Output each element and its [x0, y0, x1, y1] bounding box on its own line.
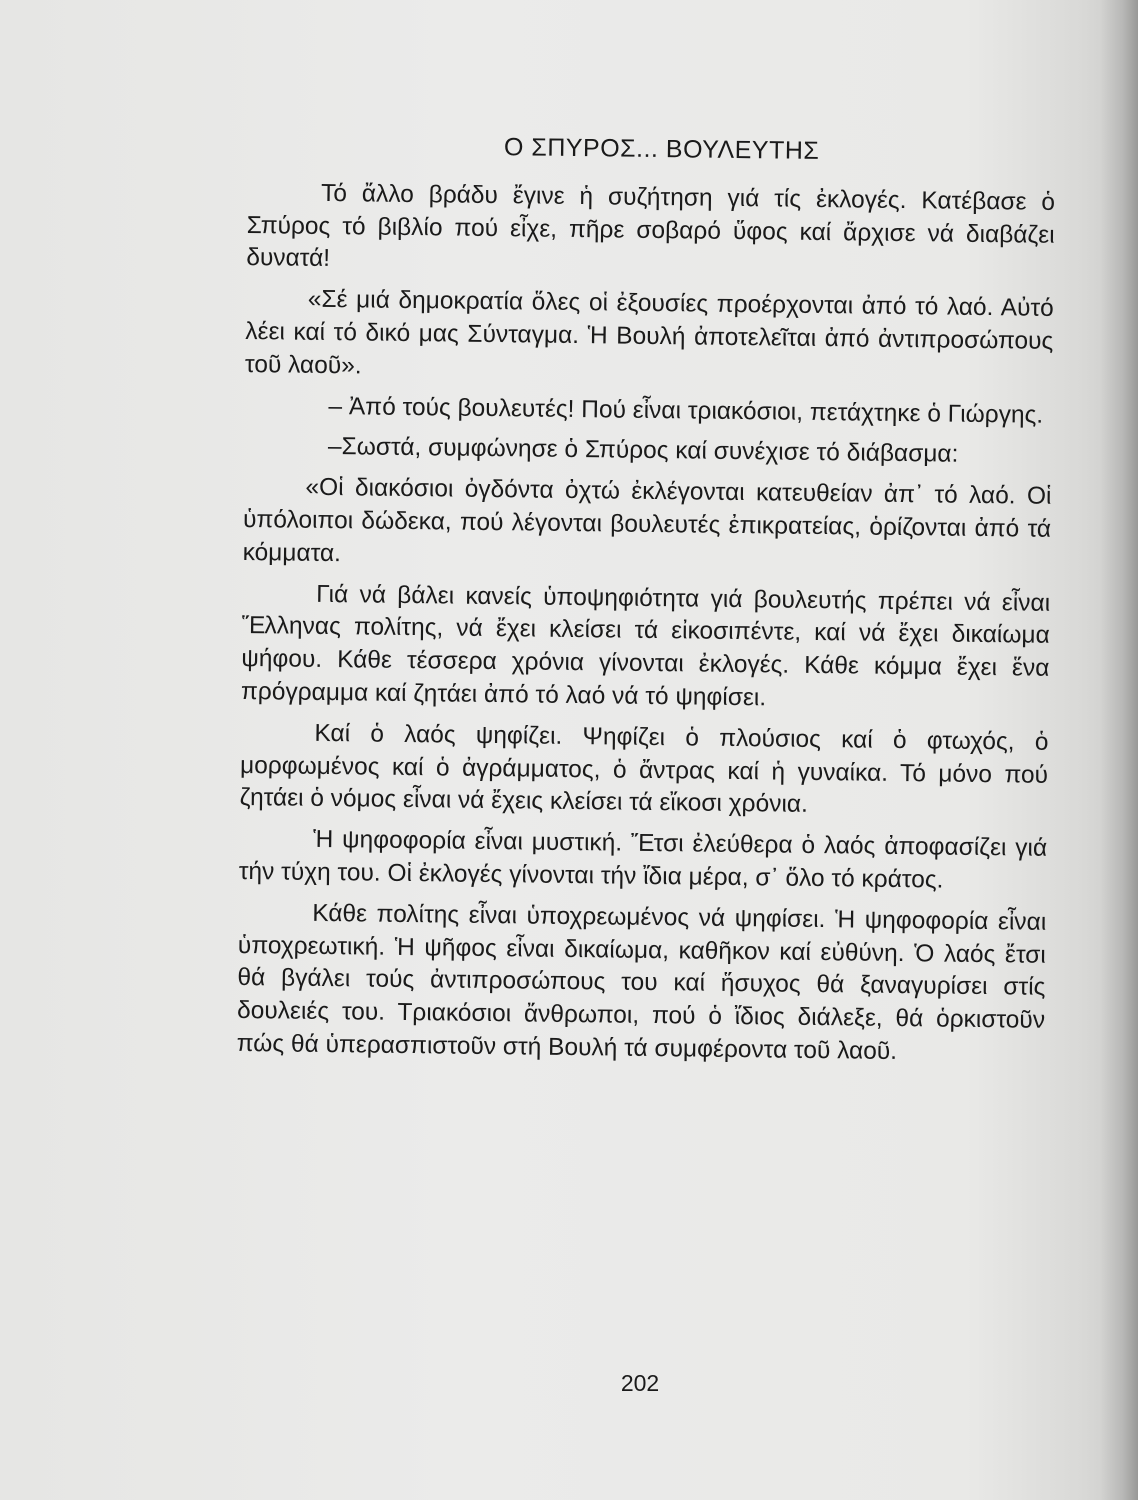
paragraph-9: Κάθε πολίτης εἶναι ὑποχρεωμένος νά ψηφίσει. Ἡ ψηφοφορία εἶναι ὑποχρεωτική. Ἡ ψῆφος εἶναι δικαίωμα, καθῆκον καί εὐθύνη. Ὁ λαός ἔτσι θά βγάλει τούς ἀντιπροσώπους του καί ἥσυχος θά ξαναγυρίσει στίς δουλειές του. Τριακόσιοι ἄνθρωποι, πού ὁ ἴδιος διάλεξε, θά ὁρκιστοῦν πώς θά ὑπερασπιστοῦν στή Βουλή τά συμφέροντα τοῦ λαοῦ.: [236, 899, 1047, 1065]
paragraph-8: Ἡ ψηφοφορία εἶναι μυστική. Ἔτσι ἐλεύθερα ὁ λαός ἀποφασίζει γιά τήν τύχη του. Οἱ ἐκλογές γίνονται τήν ἴδια μέρα, σ᾽ ὅλο τό κράτος.: [238, 825, 1048, 894]
page-edge-shadow: [1100, 0, 1138, 1500]
paragraph-3: – Ἀπό τούς βουλευτές! Πού εἶναι τριακόσιοι, πετάχτηκε ὁ Γιώργης.: [328, 392, 1044, 429]
paragraph-2: «Σέ μιά δημοκρατία ὅλες οἱ ἐξουσίες προέρχονται ἀπό τό λαό. Αὐτό λέει καί τό δικό μας Σύνταγμα. Ἡ Βουλή ἀποτελεῖται ἀπό ἀντιπροσώπους τοῦ λαοῦ».: [244, 285, 1054, 380]
paragraph-7: Καί ὁ λαός ψηφίζει. Ψηφίζει ὁ πλούσιος καί ὁ φτωχός, ὁ μορφωμένος καί ὁ ἀγράμματος, ὁ ἄντρας καί ἡ γυναίκα. Τό μόνο πού ζητάει ὁ νόμος εἶναι νά ἔχεις κλείσει τά εἴκοσι χρόνια.: [239, 719, 1049, 819]
paragraph-1: Τό ἄλλο βράδυ ἔγινε ἡ συζήτηση γιά τίς ἐκλογές. Κατέβασε ὁ Σπύρος τό βιβλίο πού εἶχε, πῆρε σοβαρό ὕφος καί ἄρχισε νά διαβάζει δυνατά!: [246, 179, 1056, 273]
chapter-title: Ο ΣΠΥΡΟΣ... ΒΟΥΛΕΥΤΗΣ: [503, 133, 820, 165]
page-number: 202: [620, 1370, 660, 1396]
paragraph-6: Γιά νά βάλει κανείς ὑποψηφιότητα γιά βουλευτής πρέπει νά εἶναι Ἕλληνας πολίτης, νά ἔχει κλείσει τά εἰκοσιπέντε, καί νά ἔχει δικαίωμα ψήφου. Κάθε τέσσερα χρόνια γίνονται ἐκλογές. Κάθε κόμμα ἔχει ἕνα πρόγραμμα καί ζητάει ἀπό τό λαό νά τό ψηφίσει.: [240, 580, 1051, 712]
text-block: [236, 118, 1056, 1079]
paragraph-5: «Οἱ διακόσιοι ὀγδόντα ὀχτώ ἐκλέγονται κατευθείαν ἀπ᾽ τό λαό. Οἱ ὑπόλοιποι δώδεκα, πού λέγονται βουλευτές ἐπικρατείας, ὁρίζονται ἀπό τά κόμματα.: [242, 473, 1052, 567]
paragraph-4: –Σωστά, συμφώνησε ὁ Σπύρος καί συνέχισε τό διάβασμα:: [327, 433, 959, 469]
